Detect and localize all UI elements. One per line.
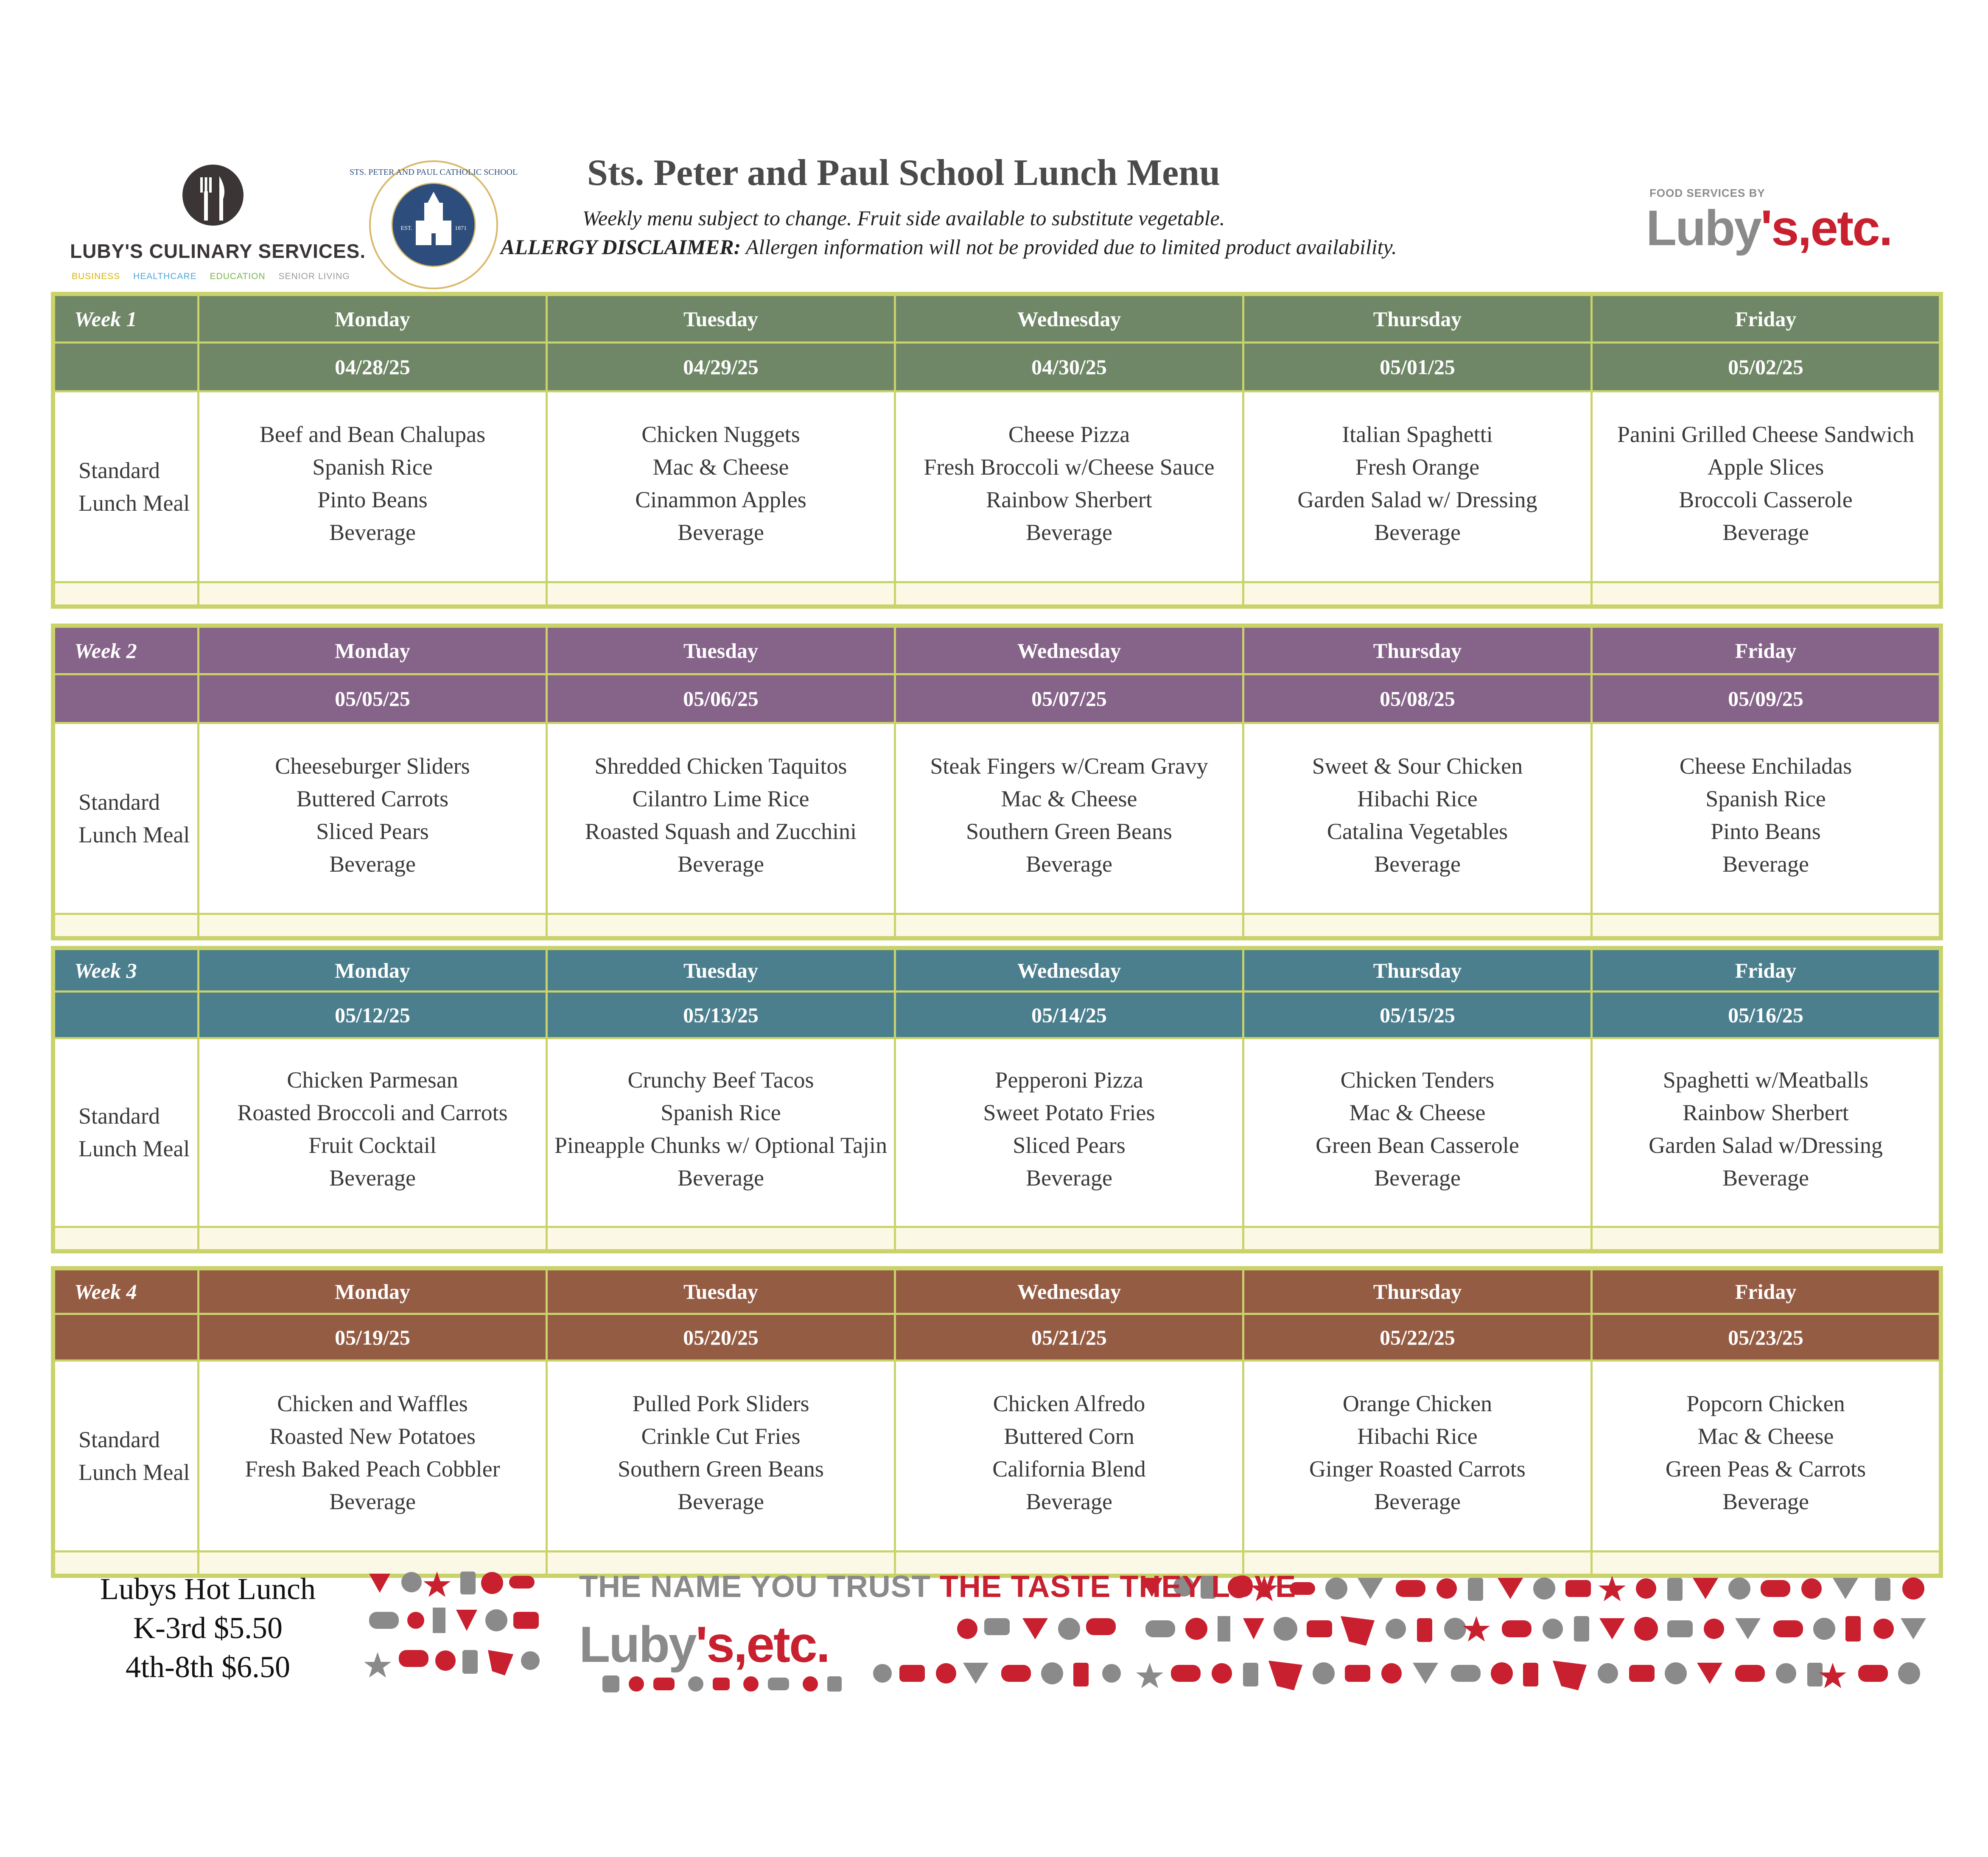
menu-cell [1592,723,1940,914]
menu-item: Beverage [1026,851,1112,877]
day-header: Wednesday [895,949,1243,992]
spacer-cell [895,1227,1243,1250]
menu-item: Spanish Rice [1705,786,1826,811]
menu-item: Chicken Nuggets [641,421,800,447]
menu-item: Pinto Beans [317,487,428,512]
day-header: Monday [199,1270,547,1314]
menu-item: Ginger Roasted Carrots [1309,1456,1526,1482]
seal-year: 1871 [455,225,467,232]
meal-label-line: Lunch Meal [78,490,190,516]
menu-item: Beverage [678,1165,764,1191]
menu-item: Spanish Rice [661,1100,781,1125]
date-label-blank [54,992,199,1038]
menu-item: Italian Spaghetti [1342,421,1493,447]
day-header: Monday [199,295,547,343]
lubys-culinary-services-logo [70,163,366,291]
menu-item: Roasted New Potatoes [269,1423,476,1449]
menu-item: Hibachi Rice [1357,1423,1478,1449]
day-header: Friday [1592,1270,1940,1314]
day-header: Wednesday [895,295,1243,343]
day-header: Monday [199,627,547,674]
menu-item: Green Peas & Carrots [1665,1456,1866,1482]
spacer-cell [1243,914,1592,937]
day-header: Tuesday [547,627,895,674]
menu-item: Crinkle Cut Fries [641,1423,801,1449]
menu-cell [547,1038,895,1227]
day-header: Thursday [1243,627,1592,674]
menu-item: Spanish Rice [312,454,433,480]
menu-cell [199,392,547,582]
menu-item: Buttered Corn [1004,1423,1134,1449]
tag-education: EDUCATION [210,271,266,281]
menu-header [501,152,1397,259]
spacer-cell [1592,582,1940,606]
menu-cell [199,1038,547,1227]
date-header: 05/02/25 [1592,343,1940,392]
seal-ring-text: STS. PETER AND PAUL CATHOLIC SCHOOL [349,168,518,177]
menu-cell [1592,392,1940,582]
menu-item: Beverage [678,851,764,877]
day-header: Wednesday [895,1270,1243,1314]
spacer-cell [1243,1227,1592,1250]
menu-item: Beverage [1722,1165,1809,1191]
week-3-table [51,946,1943,1253]
meal-label-line: Lunch Meal [78,822,190,847]
menu-cell [895,723,1243,914]
menu-item: Beverage [1026,1488,1112,1514]
menu-cell [547,723,895,914]
day-header: Tuesday [547,949,895,992]
spacer-cell [199,582,547,606]
date-header: 05/01/25 [1243,343,1592,392]
meal-label-line: Lunch Meal [78,1136,190,1161]
menu-item: Beverage [1026,1165,1112,1191]
menu-item: Sweet Potato Fries [983,1100,1155,1125]
date-header: 05/19/25 [199,1314,547,1361]
tag-business: BUSINESS [72,271,120,281]
menu-item: Cilantro Lime Rice [632,786,809,811]
spacer-cell [54,1227,199,1250]
lubys-promo-banner [365,1565,1943,1705]
day-header: Tuesday [547,1270,895,1314]
meal-label-line: Standard [78,1103,160,1129]
menu-item: Beverage [678,1488,764,1514]
date-header: 05/23/25 [1592,1314,1940,1361]
menu-item: Beverage [1374,1488,1461,1514]
menu-item: Orange Chicken [1342,1390,1492,1416]
menu-cell [1243,392,1592,582]
day-header: Friday [1592,949,1940,992]
week-1-table [51,292,1943,609]
menu-item: Beverage [1722,1488,1809,1514]
menu-item: Fresh Orange [1355,454,1480,480]
page-title: Sts. Peter and Paul School Lunch Menu [587,152,1221,193]
spacer-cell [1592,914,1940,937]
menu-cell [1592,1361,1940,1552]
day-header: Friday [1592,295,1940,343]
menu-item: Broccoli Casserole [1679,487,1853,512]
menu-item: Roasted Broccoli and Carrots [237,1100,508,1125]
meal-type-label [54,1038,199,1227]
spacer-cell [895,582,1243,606]
menu-item: Pineapple Chunks w/ Optional Tajin [554,1133,888,1158]
menu-item: Rainbow Sherbert [1683,1100,1849,1125]
school-seal-graphic [349,157,518,293]
menu-item: Apple Slices [1707,454,1824,480]
date-label-blank [54,343,199,392]
menu-cell [1243,1361,1592,1552]
menu-item: Buttered Carrots [296,786,449,811]
menu-item: Chicken and Waffles [277,1390,468,1416]
menu-item: Fresh Baked Peach Cobbler [245,1456,500,1482]
menu-item: Crunchy Beef Tacos [627,1067,814,1093]
menu-item: Beverage [1722,851,1809,877]
menu-item: Garden Salad w/ Dressing [1297,487,1537,512]
menu-item: Cheese Enchiladas [1679,753,1852,779]
allergy-disclaimer-text: Allergen information will not be provided due to limited product availability. [741,235,1397,259]
banner-lubys-logo [579,1615,829,1674]
school-seal [349,157,518,293]
menu-item: Roasted Squash and Zucchini [585,818,857,844]
meal-type-label [54,1361,199,1552]
menu-item: Cinammon Apples [635,487,806,512]
menu-item: Beverage [678,519,764,545]
spacer-cell [199,1227,547,1250]
lubys-etc-logo [1646,187,1918,271]
food-icons-left [364,1572,540,1678]
week-label: Week 4 [54,1270,199,1314]
date-header: 05/05/25 [199,674,547,723]
tag-healthcare: HEALTHCARE [133,271,197,281]
menu-item: Beverage [329,1165,416,1191]
menu-item: Pulled Pork Sliders [632,1390,809,1416]
meal-label-line: Lunch Meal [78,1459,190,1485]
date-header: 05/22/25 [1243,1314,1592,1361]
menu-item: Chicken Tenders [1340,1067,1495,1093]
date-header: 05/13/25 [547,992,895,1038]
menu-item: Spaghetti w/Meatballs [1663,1067,1869,1093]
spacer-cell [54,582,199,606]
menu-item: Fresh Broccoli w/Cheese Sauce [924,454,1215,480]
menu-item: Cheese Pizza [1008,421,1130,447]
menu-item: Beverage [329,1488,416,1514]
date-header: 04/28/25 [199,343,547,392]
menu-item: Beef and Bean Chalupas [259,421,486,447]
meal-type-label [54,723,199,914]
culinary-brand-name: LUBY'S CULINARY SERVICES. [70,240,366,262]
menu-cell [547,1361,895,1552]
meal-type-label [54,392,199,582]
day-header: Friday [1592,627,1940,674]
menu-item: Beverage [329,851,416,877]
menu-cell [895,1038,1243,1227]
menu-item: Shredded Chicken Taquitos [594,753,847,779]
menu-cell [199,1361,547,1552]
week-4-table [51,1266,1943,1578]
spacer-cell [547,1227,895,1250]
menu-item: Beverage [1374,1165,1461,1191]
lubys-etc-wordmark [1646,199,1892,257]
menu-item: Beverage [1722,519,1809,545]
date-header: 05/16/25 [1592,992,1940,1038]
menu-subtitle: Weekly menu subject to change. Fruit side available to substitute vegetable. [582,206,1225,230]
seal-est: EST. [400,225,412,232]
menu-cell [895,392,1243,582]
menu-item: Fruit Cocktail [308,1133,437,1158]
menu-item: Panini Grilled Cheese Sandwich [1617,421,1915,447]
date-header: 04/29/25 [547,343,895,392]
week-label: Week 3 [54,949,199,992]
menu-cell [1592,1038,1940,1227]
price-4-8: 4th-8th $6.50 [126,1650,290,1684]
day-header: Tuesday [547,295,895,343]
day-header: Thursday [1243,949,1592,992]
allergy-disclaimer [501,235,1397,259]
lubys-wordmark-name: Luby [1646,200,1761,256]
lubys-wordmark-suffix: 's,etc. [1760,200,1892,256]
allergy-disclaimer-label: ALLERGY DISCLAIMER: [501,235,741,259]
price-info [59,1569,356,1686]
date-header: 05/12/25 [199,992,547,1038]
date-header: 05/06/25 [547,674,895,723]
date-header: 05/21/25 [895,1314,1243,1361]
menu-item: Green Bean Casserole [1316,1133,1519,1158]
menu-item: California Blend [992,1456,1146,1482]
menu-item: Steak Fingers w/Cream Gravy [930,753,1208,779]
spacer-cell [547,582,895,606]
menu-item: Pepperoni Pizza [995,1067,1143,1093]
menu-item: Sweet & Sour Chicken [1312,753,1523,779]
date-header: 05/14/25 [895,992,1243,1038]
date-header: 04/30/25 [895,343,1243,392]
spacer-cell [1592,1227,1940,1250]
spacer-cell [895,914,1243,937]
culinary-tagline [72,271,360,282]
menu-cell [1243,1038,1592,1227]
food-services-by: FOOD SERVICES BY [1649,187,1765,199]
menu-item: Mac & Cheese [652,454,789,480]
banner-logo-name: Luby [579,1616,696,1673]
spacer-cell [1243,582,1592,606]
meal-label-line: Standard [78,789,160,815]
date-header: 05/08/25 [1243,674,1592,723]
day-header: Thursday [1243,1270,1592,1314]
menu-item: Beverage [1374,519,1461,545]
menu-item: Southern Green Beans [966,818,1172,844]
slogan-red: THE TASTE THEY LOVE [939,1570,1296,1604]
menu-item: Mac & Cheese [1001,786,1137,811]
spacer-cell [54,914,199,937]
date-header: 05/07/25 [895,674,1243,723]
menu-item: Beverage [1374,851,1461,877]
menu-item: Cheeseburger Sliders [275,753,470,779]
slogan-grey: THE NAME YOU TRUST [579,1570,940,1604]
menu-item: Rainbow Sherbert [986,487,1152,512]
menu-item: Chicken Parmesan [287,1067,458,1093]
week-2-table [51,624,1943,940]
menu-item: Garden Salad w/Dressing [1649,1133,1883,1158]
menu-item: Southern Green Beans [618,1456,824,1482]
week-label: Week 2 [54,627,199,674]
date-label-blank [54,674,199,723]
price-title: Lubys Hot Lunch [100,1572,316,1606]
date-header: 05/15/25 [1243,992,1592,1038]
menu-item: Mac & Cheese [1349,1100,1486,1125]
day-header: Thursday [1243,295,1592,343]
meal-label-line: Standard [78,457,160,483]
menu-cell [547,392,895,582]
day-header: Monday [199,949,547,992]
price-k3: K-3rd $5.50 [133,1611,283,1645]
menu-cell [1243,723,1592,914]
menu-item: Beverage [329,519,416,545]
menu-item: Beverage [1026,519,1112,545]
tag-senior-living: SENIOR LIVING [278,271,350,281]
menu-item: Catalina Vegetables [1327,818,1508,844]
day-header: Wednesday [895,627,1243,674]
menu-cell [199,723,547,914]
date-header: 05/20/25 [547,1314,895,1361]
menu-item: Popcorn Chicken [1686,1390,1845,1416]
spacer-cell [547,914,895,937]
menu-item: Hibachi Rice [1357,786,1478,811]
spacer-cell [199,914,547,937]
menu-item: Chicken Alfredo [993,1390,1145,1416]
menu-item: Sliced Pears [1013,1133,1126,1158]
date-label-blank [54,1314,199,1361]
menu-cell [895,1361,1243,1552]
banner-logo-suffix: 's,etc. [695,1616,829,1673]
menu-item: Pinto Beans [1711,818,1821,844]
menu-item: Mac & Cheese [1697,1423,1834,1449]
date-header: 05/09/25 [1592,674,1940,723]
menu-item: Sliced Pears [316,818,429,844]
fork-knife-plate-icon [181,163,245,227]
meal-label-line: Standard [78,1426,160,1452]
week-label: Week 1 [54,295,199,343]
banner-slogan [579,1569,1296,1604]
